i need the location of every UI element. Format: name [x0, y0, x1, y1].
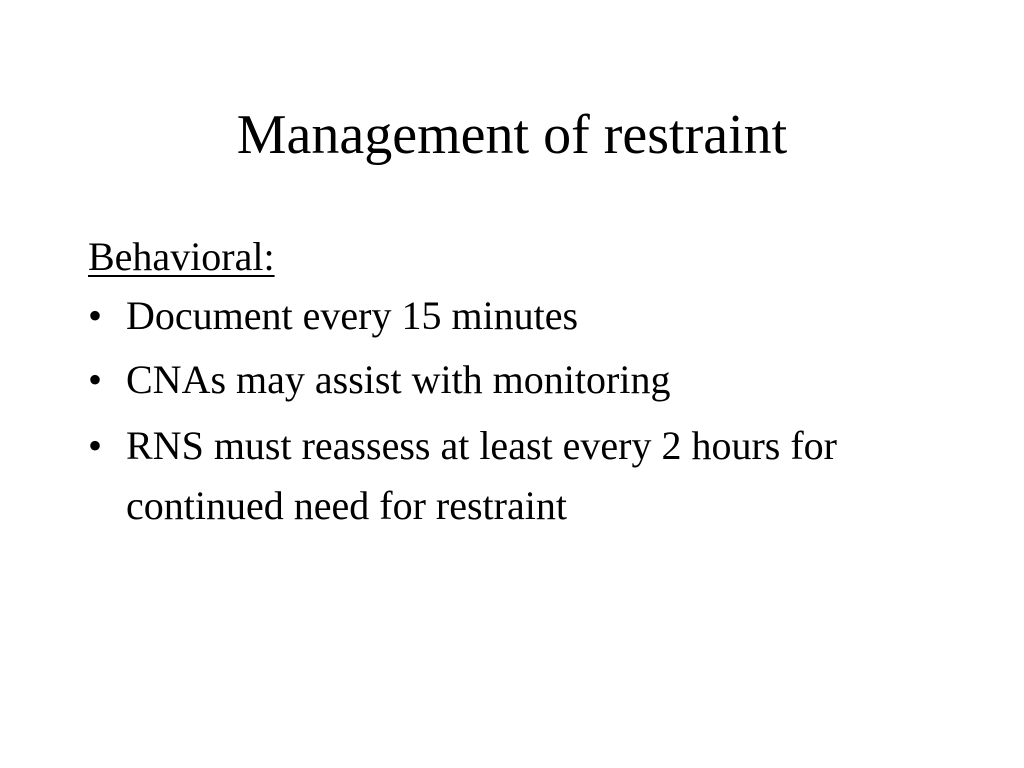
bullet-text: Document every 15 minutes — [126, 293, 579, 338]
list-item — [88, 416, 968, 536]
section-heading: Behavioral: — [88, 234, 275, 279]
bullet-marker: • — [88, 423, 103, 468]
bullet-list — [88, 288, 968, 536]
list-item — [88, 352, 968, 408]
bullet-marker: • — [88, 357, 103, 402]
slide-title: Management of restraint — [236, 104, 788, 166]
slide-body — [88, 232, 968, 544]
bullet-text: RNS must reassess at least every 2 hours for continued need for restraint — [126, 423, 837, 528]
bullet-marker: • — [88, 293, 103, 338]
bullet-text: CNAs may assist with monitoring — [126, 357, 671, 402]
list-item — [88, 288, 968, 344]
